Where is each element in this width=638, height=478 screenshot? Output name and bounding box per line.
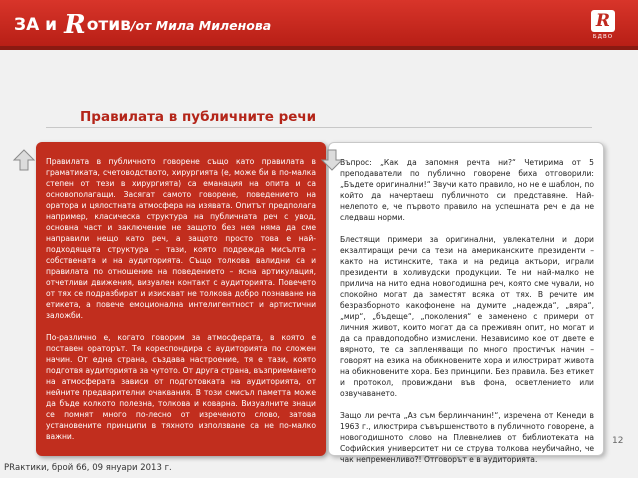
right-paragraph-2: Блестящи примери за оригинални, увлекателни и дори екзалтиращи речи са тези на американските президенти – както на истинските, така и на редица актьори, играли президенти в холивудски продукции. Те ни най-малко не прилича на нито една новогодишна реч, която сме чували, но спокойно могат да заместят всяка от тях. В речите им безразборното какофонене на думите „надежда“, „вяра“, „мир“, „бъдеще“, „поколения“ е заменено с примери от личния живот, които могат да са преживян опит, но могат и да са правдоподобно измислени. Независимо кое от двете е вярното, те са запленяващи по много простичък начин – говорят на езика на обикновените хора и илюстрират живота на обикновените хора. Без принципи. Без правила. Без етикет и протокол, провиждани във фона, осветлението или озвучаването. xyxy=(340,235,594,398)
right-paragraph-3: Защо ли речта „Аз съм берлинчанин!“, изречена от Кенеди в 1963 г., илюстрира съвършенството в публичното говорене, а новогодишното слово на Плевнелиев от библиотеката на Софийския университет ни се струва толкова неубичайно, че чак непременливо?! Отговорът е в аудиторията. xyxy=(340,411,594,464)
logo-text: БДВО xyxy=(592,34,614,40)
down-arrow-icon xyxy=(320,148,344,172)
left-paragraph-2: По-различно е, когато говорим за атмосферата, в която е поставен ораторът. Тя кореспондира с аудиторията по сложен начин. От една страна, създава настроение, тя е тази, която подготвя аудиторията за чутото. От друга страна, възприемането на атмосферата зависи от подготовката на аудиторията, от нейните предварителни очаквания. В този смисъл паметта може да бъде колкото полезна, толкова и коварна. Визуалните знаци се помнят много по-лесно от изреченото слово, затова установените принципи в тяхното използване са не по-малко важни. xyxy=(46,333,316,441)
logo-letter: R xyxy=(595,11,611,31)
right-text-panel xyxy=(328,142,604,464)
logo-box xyxy=(591,10,615,32)
title-part-otiv: отив xyxy=(86,15,131,35)
title-part-za: ЗА и xyxy=(14,15,58,35)
page-number: 12 xyxy=(612,436,624,446)
magazine-title xyxy=(14,12,271,38)
source-citation: PRактики, брой 66, 09 януари 2013 г. xyxy=(4,463,172,473)
heading-divider xyxy=(46,127,592,128)
title-author: /от Мила Миленова xyxy=(130,17,272,33)
up-arrow-icon xyxy=(12,148,36,172)
left-paragraph-1: Правилата в публичното говорене също като правилата в граматиката, счетоводството, хирургията (е, може би в по-малка степен от тези в хирургията) са еманация на опита и са основополагащи. Засягат самото говорене, поведението на оратора и цялостната атмосфера на изявата. Опитът предполага например, класическа структура на публичната реч с увод, основна част и заключение не защото без нея няма да сме направили нещо като реч, а защото просто това е най-подходящата структура – тази, която подрежда мисълта – собствената и на аудиторията. Също толкова валидни са и правилата по отношение на поведението – ясна артикулация, отчетливи движения, визуален контакт с аудиторията. Повечето от тях се подразбират и изискват не толкова добро познаване на етикета, а повече емоционална интелигентност и артистични заложби. xyxy=(46,157,316,320)
left-text-panel xyxy=(36,142,326,456)
logo-icon xyxy=(588,10,618,44)
page-title: Правилата в публичните речи xyxy=(80,109,317,125)
header-bar xyxy=(0,0,638,50)
title-r-glyph: R xyxy=(64,10,86,40)
right-paragraph-1: Въпрос: „Как да запомня речта ни?“ Четирима от 5 преподаватели по публично говорене биха отговорили: „Бъдете оригинални!“ Звучи като правило, но не е шаблон, по който да начертаеш публичното си представяне. Най-нелепото е, че първото правило на успешната реч е да не следваш норми. xyxy=(340,158,594,222)
